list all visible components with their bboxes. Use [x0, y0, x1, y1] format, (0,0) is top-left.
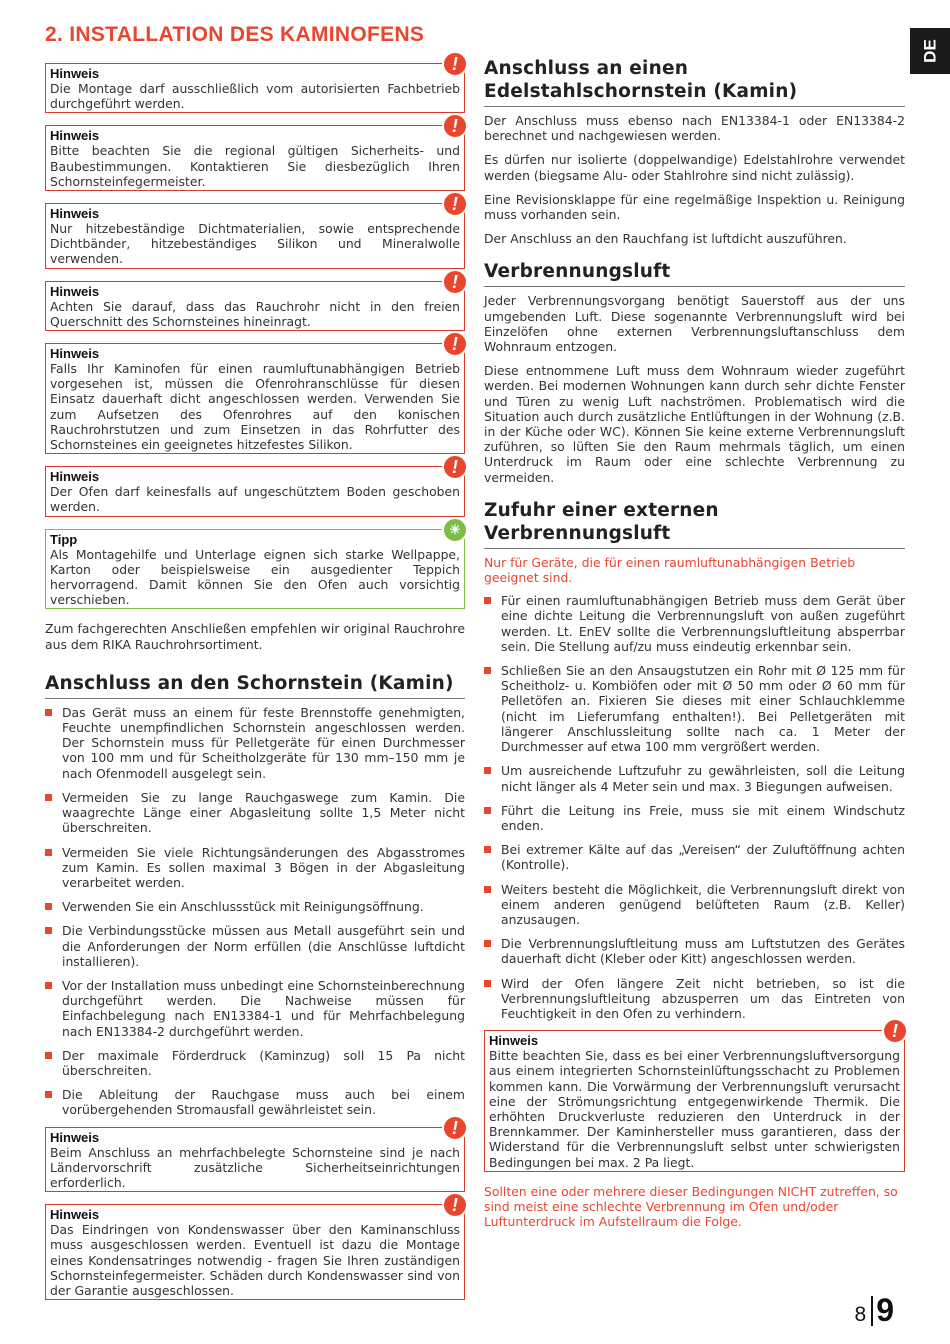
list-item [484, 763, 905, 793]
list-item-text: Vermeiden Sie zu lange Rauchgaswege zum Kamin. Die waagrechte Länge einer Abgasleitung sollte 1,5 Meter nicht überschreiten. [62, 789, 465, 836]
note-text: Das Eindringen von Kondenswasser über den Kaminanschluss muss ausgeschlossen werden. Eventuell ist dazu die Montage eines Kondensatringes notwendig - fragen Sie Ihren zuständigen Schornsteinfegermeister. Schäden durch Kondenswasser sind von der Garantie ausgeschlossen. [50, 1222, 460, 1298]
warning-icon: ! [442, 454, 468, 480]
note-text: Beim Anschluss an mehrfachbelegte Schornsteine sind je nach Ländervorschrift zusätzliche Sicherheitseinrichtungen erforderlich. [50, 1144, 460, 1190]
list-item [45, 1087, 465, 1117]
list-item [45, 978, 465, 1039]
list-item [484, 663, 905, 754]
warning-icon: ! [442, 269, 468, 295]
bullet-marker [45, 927, 52, 934]
bullet-marker [45, 1052, 52, 1059]
tip-text: Als Montagehilfe und Unterlage eignen sich starke Wellpappe, Karton oder beispielsweise ein ausgedienter Teppich hervorragend. Damit können Sie den Ofen auch vorsichtig verschieben. [50, 546, 460, 608]
page-number [854, 1292, 894, 1328]
warning-icon: ! [442, 1115, 468, 1141]
list-item-text: Bei extremer Kälte auf das „Vereisen“ der Zuluftöffnung achten (Kontrolle). [501, 842, 905, 873]
warning-icon: ! [442, 51, 468, 77]
list-item [45, 899, 465, 914]
bullet-marker [484, 807, 491, 814]
list-item-text: Weiters besteht die Möglichkeit, die Verbrennungsluft direkt von einem anderen genügend belüfteten Raum (z.B. Keller) anzusaugen. [501, 881, 905, 927]
bullet-marker [45, 849, 52, 856]
list-item-text: Für einen raumluftunabhängigen Betrieb muss dem Gerät über eine dichte Leitung die Verbrennungsluft von außen zugeführt werden. Lt. EnEV sollte die Verbrennungsluftleitung absperrbar sein. Die Stellung auf/zu muss eindeutig erkennbar sein. [501, 593, 905, 654]
note-title: Hinweis [50, 346, 100, 362]
note-title: Hinweis [50, 66, 100, 81]
list-item [45, 1048, 465, 1078]
list-item [484, 976, 905, 1022]
language-tab [910, 28, 950, 74]
intro-text: Zum fachgerechten Anschließen empfehlen wir original Rauchrohre aus dem RIKA Rauchrohrsortiment. [45, 621, 465, 652]
note-box [45, 54, 465, 113]
section-title: Zufuhr einer externen Verbrennungsluft [484, 499, 905, 549]
list-item-text: Die Verbrennungsluftleitung muss am Luftstutzen des Gerätes dauerhaft dicht (Kleber oder Kitt) angeschlossen werden. [501, 936, 905, 967]
left-column [45, 22, 465, 1312]
tip-title: Tipp [50, 531, 78, 547]
note-box [45, 116, 465, 191]
bullet-marker [45, 903, 52, 910]
note-text: Der Ofen darf keinesfalls auf ungeschütztem Boden geschoben werden. [50, 484, 460, 515]
note-text: Nur hitzebeständige Dichtmaterialien, sowie entsprechende Dichtbänder, hitzebeständiges Silikon und Mineralwolle verwenden. [50, 221, 460, 267]
warning-icon: ! [442, 331, 468, 357]
list-item [484, 936, 905, 966]
bullet-marker [484, 886, 491, 893]
lightbulb-icon: ☀ [442, 517, 468, 543]
language-tab-label: DE [920, 39, 940, 63]
note-text: Die Montage darf ausschließlich vom autorisierten Fachbetrieb durchgeführt werden. [50, 81, 460, 112]
note-title: Hinweis [50, 1129, 100, 1145]
page-number-divider [871, 1296, 873, 1326]
list-item-text: Der maximale Förderdruck (Kaminzug) soll 15 Pa nicht überschreiten. [62, 1047, 465, 1078]
list-item [484, 882, 905, 928]
list-item-text: Vor der Installation muss unbedingt eine Schornsteinberechnung durchgeführt werden. Die Nachweise müssen für Einfachbelegung nach EN13384-1 und für Mehrfachbelegung nach EN13384-2 durchgeführt werden. [62, 977, 465, 1039]
list-item [45, 790, 465, 836]
note-box [45, 271, 465, 331]
bullet-marker [484, 597, 491, 604]
paragraph: Diese entnommene Luft muss dem Wohnraum wieder zugeführt werden. Bei modernen Wohnungen kann durch sehr dichte Fenster und Türen zu wenig Luft nachströmen. Problematisch wird die Situation auch durch zusätzliche Entlüftungen in der Wohnung (z.B. in der Küche oder WC). Können Sie keine externe Verbrennungsluft zuführen, so lüften Sie den Raum mehrmals täglich, um einen Unterdruck im Raum oder eine schlechte Verbrennung zu vermeiden. [484, 363, 905, 485]
section-title: Verbrennungsluft [484, 260, 905, 287]
bullet-marker [45, 982, 52, 989]
chimney-bullet-list [45, 705, 465, 1118]
applicability-note: Nur für Geräte, die für einen raumluftunabhängigen Betrieb geeignet sind. [484, 554, 856, 586]
list-item [45, 845, 465, 891]
consequence-note: Sollten eine oder mehrere dieser Bedingungen NICHT zutreffen, so sind meist eine schlechte Verbrennung im Ofen und/oder Luftunterdruck im Aufstellraum die Folge. [484, 1183, 898, 1230]
note-title: Hinweis [50, 283, 100, 299]
bullet-marker [484, 940, 491, 947]
note-box [45, 457, 465, 516]
warning-icon: ! [442, 113, 468, 139]
left-page-number: 8 [854, 1303, 867, 1326]
note-box [45, 334, 465, 454]
list-item-text: Um ausreichende Luftzufuhr zu gewährleisten, soll die Leitung nicht länger als 4 Meter sein und max. 3 Biegungen aufweisen. [501, 763, 905, 794]
section-title: Anschluss an einen Edelstahlschornstein (Kamin) [484, 57, 905, 107]
external-air-bullet-list [484, 593, 905, 1021]
list-item-text: Führt die Leitung ins Freie, muss sie mit einem Windschutz enden. [501, 802, 905, 833]
tip-box [45, 521, 465, 610]
bullet-marker [45, 1091, 52, 1098]
note-box [45, 1195, 465, 1300]
paragraph: Der Anschluss an den Rauchfang ist luftdicht auszuführen. [484, 231, 847, 247]
note-title: Hinweis [50, 1207, 100, 1223]
note-title: Hinweis [50, 206, 100, 222]
paragraph: Der Anschluss muss ebenso nach EN13384-1 oder EN13384-2 berechnet und nachgewiesen werden. [484, 113, 905, 144]
bullet-marker [484, 667, 491, 674]
section-title: Anschluss an den Schornstein (Kamin) [45, 672, 465, 699]
list-item [484, 593, 905, 654]
note-text: Achten Sie darauf, dass das Rauchrohr nicht in den freien Querschnitt des Schornsteines hineinragt. [50, 298, 460, 329]
bullet-marker [45, 794, 52, 801]
page-title: 2. INSTALLATION DES KAMINOFENS [45, 23, 425, 46]
list-item-text: Wird der Ofen längere Zeit nicht betrieben, so ist die Verbrennungsluftleitung abzusperren um das Eintreten von Feuchtigkeit in den Ofen zu verhindern. [501, 975, 905, 1021]
note-title: Hinweis [50, 128, 100, 144]
note-text: Falls Ihr Kaminofen für einen raumluftunabhängigen Betrieb vorgesehen ist, müssen die Ofenrohranschlüsse für diesen Einsatz dauerhaft dicht angeschlossen werden. Verwenden Sie zum Aufsetzen des Ofenrohres auf den konischen Rauchrohrstutzen und zum Einsetzen in das Rohrfutter des Schornsteines ein geeignetes hitzefestes Silikon. [50, 361, 460, 453]
list-item [484, 803, 905, 833]
bullet-marker [484, 846, 491, 853]
list-item-text: Das Gerät muss an einem für feste Brennstoffe genehmigten, Feuchte unempfindlichen Schornstein angeschlossen werden. Der Schornstein muss für Pelletgeräte für einen Durchmesser von 100 mm und für Scheitholzgeräte für 130 mm–150 mm je nach Ofenmodell ausgelegt sein. [62, 704, 465, 781]
list-item-text: Vermeiden Sie viele Richtungsänderungen des Abgasstromes zum Kamin. Es sollen maximal 3 Bögen in der Abgasleitung verarbeitet werden. [62, 844, 465, 890]
list-item [484, 842, 905, 872]
paragraph: Es dürfen nur isolierte (doppelwandige) Edelstahlrohre verwendet werden (biegsame Alu- oder Stahlrohre sind nicht zulässig). [484, 152, 905, 183]
note-text: Bitte beachten Sie die regional gültigen Sicherheits- und Baubestimmungen. Kontaktieren Sie diesbezüglich Ihren Schornsteinfegermeister. [50, 143, 460, 189]
note-title: Hinweis [489, 1033, 539, 1049]
bullet-marker [484, 980, 491, 987]
list-item [45, 705, 465, 781]
paragraph: Eine Revisionsklappe für eine regelmäßige Inspektion u. Reinigung muss vorhanden sein. [484, 191, 905, 223]
note-box [484, 1021, 905, 1172]
list-item-text: Die Verbindungsstücke müssen aus Metall ausgeführt sein und die Anforderungen der Norm erfüllen (die Anschlüsse luftdicht installieren). [62, 923, 465, 969]
bullet-marker [45, 709, 52, 716]
note-box [45, 194, 465, 269]
note-text: Bitte beachten Sie, dass es bei einer Verbrennungsluftversorgung aus einem integrierten Schornsteinlüftungsschacht zu Problemen kommen kann. Die Vorwärmung der Verbrennungsluft verursacht eine der Strömungsrichtung entgegenwirkende Thermik. Die erhöhten Druckverluste reduzieren den Unterdruck in der Brennkammer. Der Kaminhersteller muss garantieren, dass der Widerstand für die Verbrennungsluft selbst unter schwierigsten Bedingungen bei max. 2 Pa liegt. [489, 1048, 900, 1170]
note-title: Hinweis [50, 469, 100, 485]
warning-icon: ! [442, 191, 468, 217]
list-item-text: Schließen Sie an den Ansaugstutzen ein Rohr mit Ø 125 mm für Scheitholz- u. Kombiöfen oder mit Ø 50 mm oder Ø 60 mm für Pelletöfen an. Fixieren Sie dieses mit einer Schlauchklemme (nicht im Lieferumfang enthalten!). Bei Pelletgeräten mit längerer Anschlussleitung sollte nach ca. 1 Meter der Durchmesser auf etwa 100 mm vergrößert werden. [501, 663, 905, 755]
warning-icon: ! [442, 1192, 468, 1218]
note-box [45, 1117, 465, 1193]
list-item-text: Die Ableitung der Rauchgase muss auch bei einem vorübergehenden Stromausfall gewährleistet sein. [62, 1087, 465, 1118]
warning-icon: ! [882, 1018, 908, 1044]
right-column [484, 57, 905, 1229]
paragraph: Jeder Verbrennungsvorgang benötigt Sauerstoff aus der uns umgebenden Luft. Diese sogenannte Verbrennungsluft wird bei Einzelöfen ohne externen Verbrennungsluftanschluss dem Wohnraum entzogen. [484, 293, 905, 355]
bullet-marker [484, 767, 491, 774]
list-item-text: Verwenden Sie ein Anschlussstück mit Reinigungsöffnung. [62, 899, 424, 915]
list-item [45, 923, 465, 969]
right-page-number: 9 [876, 1292, 894, 1328]
